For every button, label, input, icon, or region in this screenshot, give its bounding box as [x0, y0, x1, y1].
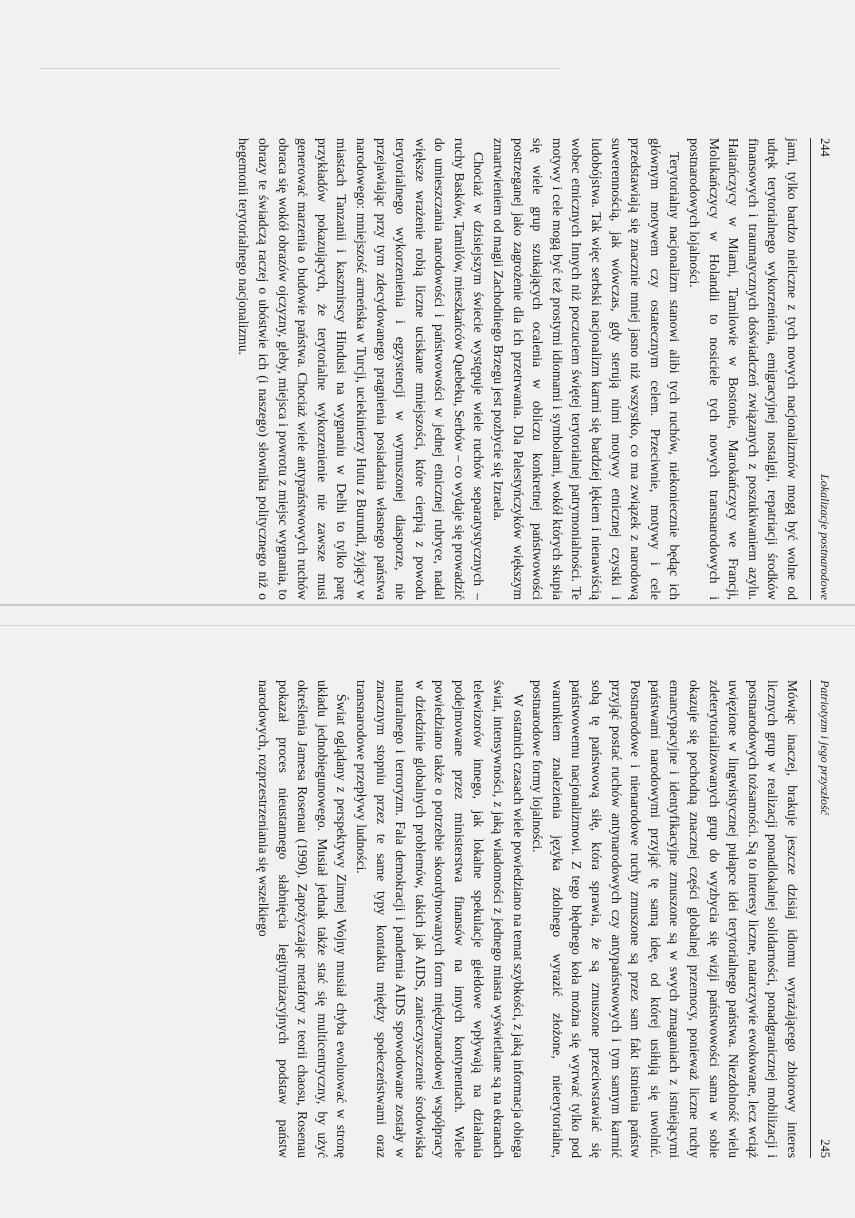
paragraph: W ostatnich czasach wiele powiedziano na temat szybkości, z jaką informacja obiega świat, intensywności, z jaką wiadomości z jednego miasta wyświetlane są na ekranach telewizorów innego, jak lokalne spekulacje giełdowe wpływają na działania podejmowane przez ministerstwa finansów na innych kontynentach. Wiele powiedziano także o potrzebie skoordynowanych form międzynarodowej współpracy w dziedzinie globalnych problemów, takich jak AIDS, zanieczyszczenie środowiska naturalnego i terroryzm. Fala demokracji i pandemia AIDS spowodowane zostały w znacznym stopniu przez te same typy kontaktu między społeczeństwami oraz transnarodowe przepływy ludności.: [353, 680, 526, 1159]
body-text: [253, 680, 802, 1158]
header-rule: [810, 138, 811, 600]
scan-edge-line: [40, 68, 560, 69]
paragraph: Terytorialny nacjonalizm stanowi alibi tych ruchów, niekoniecznie będąc ich głównym motywem czy ostatecznym celem. Przeciwnie, motywy i cele przedstawiają się znacznie mniej jasno niż wszystko, co ma związek z narodową suwerennością, jak wówczas, gdy sterują nimi motywy etnicznej czystki i ludobójstwa. Tak więc serbski nacjonalizm karmi się bardziej lękiem i nienawiścią wobec etnicznych Innych niż poczuciem świętej terytorialnej patrymonialności. Te motywy i cele mogą być też prostymi idiomami i symbolami, wokół których skupia się wiele grup szukających ocalenia w obliczu konkretnej państwowości postrzeganej jako zagrożenie dla ich przetrwania. Dla Palestyńczyków większym zmartwieniem od magii Zachodniego Brzegu jest pozbycie się Izraela.: [491, 138, 683, 600]
book-gutter-shadow: [0, 625, 855, 626]
paragraph: Mówiąc inaczej, brakuje jeszcze dzisiaj idiomu wyrażającego zbiorowy interes licznych grup w realizacji ponadlokalnej solidarności, ponadgranicznej mobilizacji i postnarodowych tożsamości. Są to interesy liczne, natarczywie ewokowane, lecz wciąż uwięzione w lingwistycznej pułapce idei terytorialnego państwa. Niezdolność wielu zdeterytorializowanych grup do wyzbycia się wizji państwowości sama w sobie okazuje się pochodną znacznej części globalnej przemocy, ponieważ liczne ruchy emancypacyjne i identyfikacyjne zmuszone są w swych zmaganiach z istniejącymi państwami narodowymi przyjąć tę samą ideę, od której usiłują się uwolnić. Postnarodowe i nienarodowe ruchy zmuszone są przez sam fakt istnienia państw przyjąć postać ruchów antynarodowych czy antypaństwowych i tym samym karmić sobą tę państwową siłę, która sprawia, że są zmuszone przeciwstawiać się państwowemu nacjonalizmowi. Z tego błędnego koła można się wyrwać tylko pod warunkiem znalezienia języka zdolnego wyrazić złożone, nieterytorialne, postnarodowe formy lojalności.: [530, 680, 800, 1158]
paragraph: Chociaż w dzisiejszym świecie występuje wiele ruchów separatystycznych – ruchy Basków, Tamilów, mieszkańców Quebeku, Serbów – co wydaje się prowadzić do umieszczania narodowości i państwowości w jednej etnicznej rubryce, nadal większe wrażenie robią liczne uciskane mniejszości, które cierpią z powodu terytorialnego wykorzenienia i egzystencji w wymuszonej diasporze, nie przejawiając przy tym zdecydowanego pragnienia posiadania własnego państwa narodowego: mniejszość armeńska w Turcji, uciekinierzy Hutu z Burundi, żyjący w miastach Tanzanii i kaszmirscy Hindusi na wygnaniu w Delhi to tylko parę przykładów pokazujących, że terytorialne wykorzenienie nie zawsze musi generować marzenia o budowie państwa. Chociaż wiele antypaństwowych ruchów obraca się wokół obrazów ojczyzny, gleby, miejsca i powrotu z miejsc wygnania, to obrazy te świadczą raczej o ubóstwie ich (i naszego) słownika politycznego niż o hegemonii terytorialnego nacjonalizmu.: [236, 138, 487, 600]
body-text: [234, 138, 802, 600]
page-number: 245: [818, 1139, 832, 1158]
running-head-title: Lokalizacje postnarodowe: [818, 474, 832, 600]
book-gutter: [0, 604, 855, 606]
page-number: 244: [818, 138, 832, 157]
left-page: [32, 138, 832, 600]
paragraph: Świat oglądany z perspektywy Zimnej Wojny musiał chyba ewoluować w stronę układu jednobiegunowego. Musiał jednak także stać się multicentryczny, by użyć określenia Jamesa Rosenau (1990). Zapożyczając metafory z teorii chaosu, Rosenau pokazał proces nieustannego słabnięcia legitymizacyjnych podstaw państw narodowych, rozprzestrzeniania się wszelkiego: [255, 680, 350, 1158]
running-head-title: Patriotyzm i jego przyszłość: [818, 680, 832, 815]
right-page: [32, 680, 832, 1158]
running-head: [811, 138, 832, 600]
paragraph: jami, tylko bardzo nieliczne z tych nowych nacjonalizmów mogą być wolne od udręk terytorialnego wykorzenienia, emigracyjnej nostalgii, repatriacji środków finansowych i traumatycznych doświadczeń związanych z poszukiwaniem azylu. Haitańczycy w Miami, Tamilowie w Bostonie, Marokańczycy we Francji, Molukańczycy w Holandii to nosiciele tych nowych transnarodowych i postnarodowych lojalności.: [687, 138, 800, 600]
running-head: [811, 680, 832, 1158]
header-rule: [810, 680, 811, 1158]
